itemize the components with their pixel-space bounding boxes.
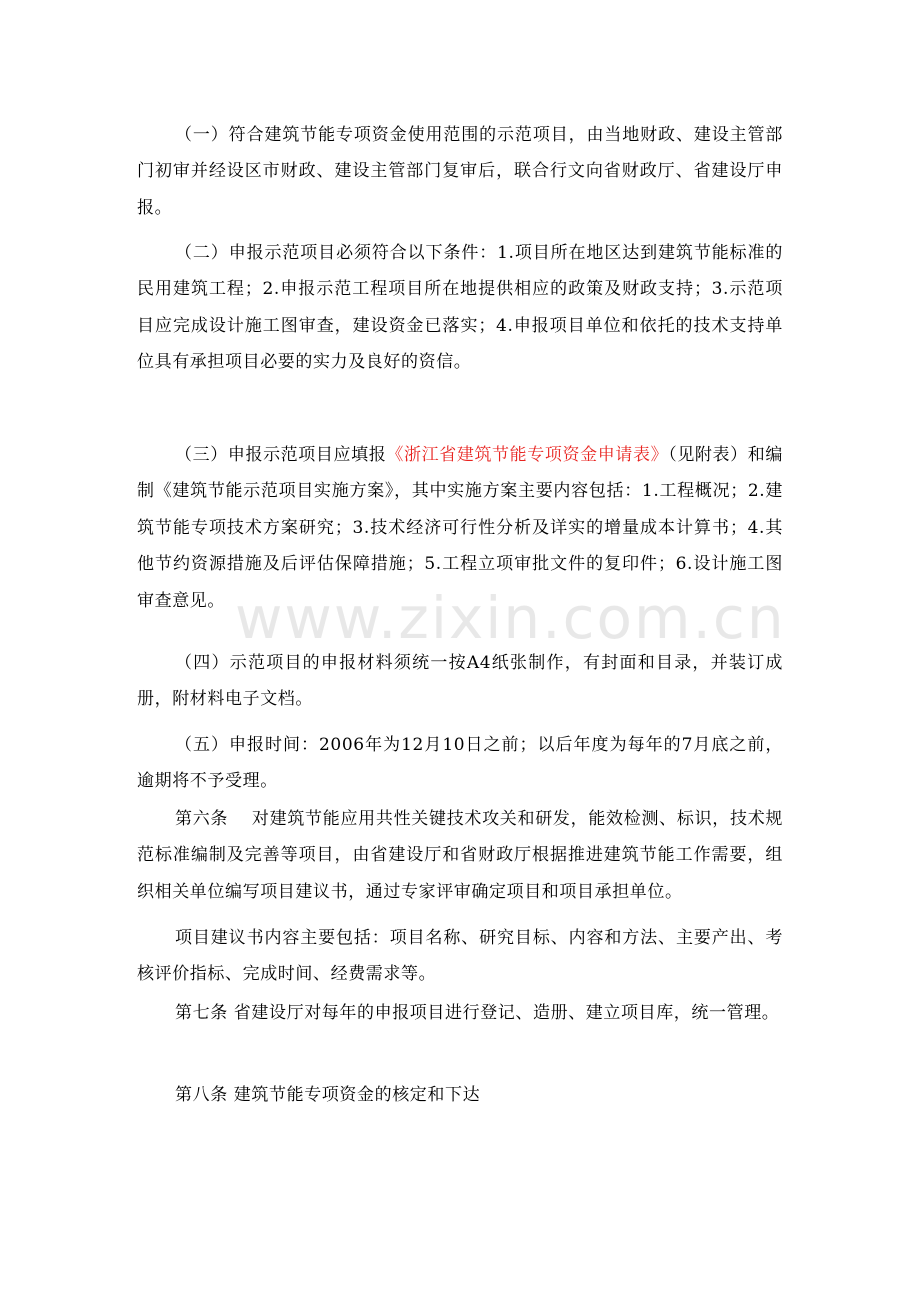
article-6: 第六条 对建筑节能应用共性关键技术攻关和研发，能效检测、标识，技术规范标准编制及完善等项目，由省建设厅和省财政厅根据推进建筑节能工作需要，组织相关单位编写项目建议书，通过专家评审确定项目和项目承担单位。 [137,809,783,902]
paragraph-2: （二）申报示范项目必须符合以下条件：1.项目所在地区达到建筑节能标准的民用建筑工程；2.申报示范工程项目所在地提供相应的政策及财政支持；3.示范项目应完成设计施工图审查，建设资金已落实；4.申报项目单位和依托的技术支持单位具有承担项目必要的实力及良好的资信。 [137,243,783,373]
application-form-title: 《浙江省建筑节能专项资金申请表》 [386,445,669,465]
watermark: www.zixin.com.cn [235,584,786,652]
paragraph-3-lead: （三）申报示范项目应填报 [175,445,387,465]
paragraph-3 [137,437,783,619]
paragraph-7: 项目建议书内容主要包括：项目名称、研究目标、内容和方法、主要产出、考核评价指标、完成时间、经费需求等。 [137,928,783,985]
paragraph-1: （一）符合建筑节能专项资金使用范围的示范项目，由当地财政、建设主管部门初审并经设区市财政、建设主管部门复审后，联合行文向省财政厅、省建设厅申报。 [137,125,783,218]
paragraph-3-rest: （见附表）和编制《建筑节能示范项目实施方案》，其中实施方案主要内容包括：1.工程概况；2.建筑节能专项技术方案研究；3.技术经济可行性分析及详实的增量成本计算书；4.其他节约资源措施及后评估保障措施；5.工程立项审批文件的复印件；6.设计施工图审查意见。 [137,445,783,611]
article-7: 第七条 省建设厅对每年的申报项目进行登记、造册、建立项目库，统一管理。 [175,1003,780,1023]
paragraph-5: （五）申报时间：2006年为12月10日之前；以后年度为每年的7月底之前，逾期将不予受理。 [137,735,783,792]
paragraph-4: （四）示范项目的申报材料须统一按A4纸张制作，有封面和目录，并装订成册，附材料电子文档。 [137,653,783,710]
article-8: 第八条 建筑节能专项资金的核定和下达 [175,1085,481,1105]
